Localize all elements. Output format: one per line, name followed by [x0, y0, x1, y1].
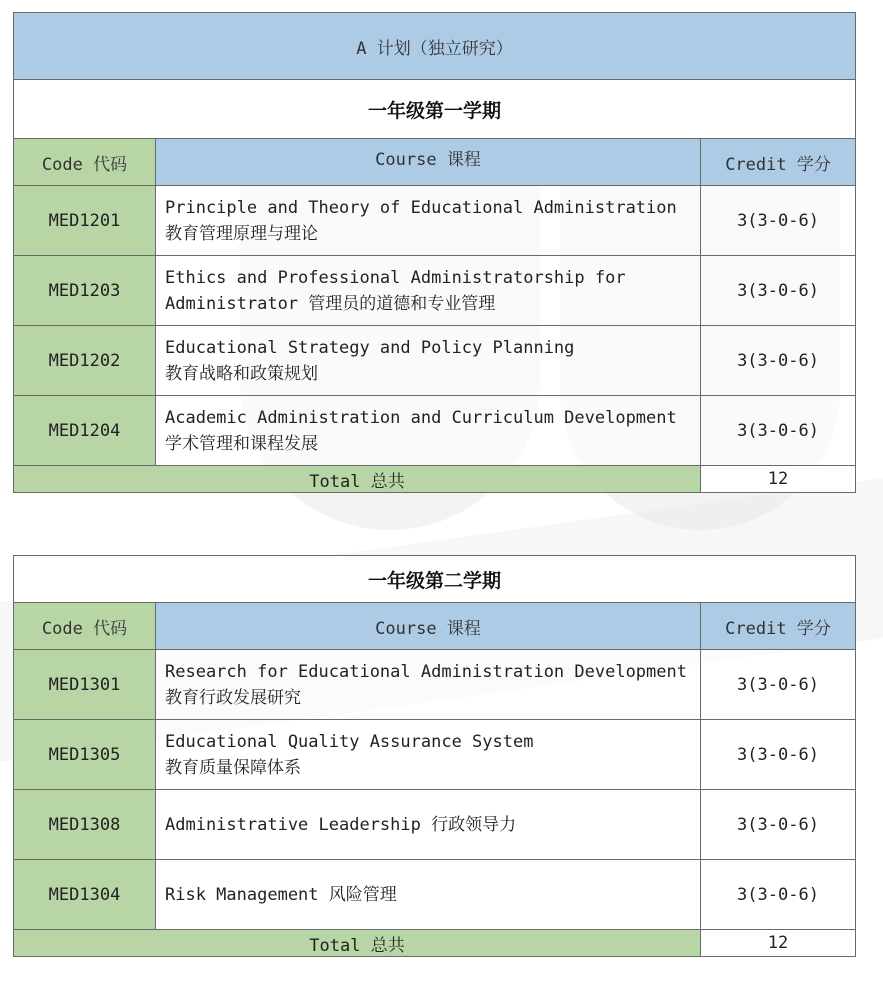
- course-code: MED1308: [14, 790, 156, 860]
- course-name-en: Research for Educational Administration Development: [165, 661, 687, 682]
- course-name: [156, 650, 701, 720]
- table-row: [14, 720, 856, 790]
- course-code: MED1203: [14, 256, 156, 326]
- table-row: [14, 860, 856, 930]
- course-name-en: Ethics and Professional Administratorship for: [165, 267, 626, 288]
- course-name: [156, 186, 701, 256]
- table-row: [14, 186, 856, 256]
- semester-title: 一年级第二学期: [14, 556, 856, 603]
- course-code: MED1204: [14, 396, 156, 466]
- header-course: Course 课程: [156, 139, 701, 186]
- course-credit: 3(3-0-6): [701, 396, 856, 466]
- course-name: [156, 720, 701, 790]
- course-name: [156, 326, 701, 396]
- course-credit: 3(3-0-6): [701, 650, 856, 720]
- course-name-en: Principle and Theory of Educational Administration: [165, 197, 677, 218]
- semester-2-table: [13, 555, 856, 957]
- header-code: Code 代码: [14, 139, 156, 186]
- total-value: 12: [701, 466, 856, 493]
- semester-1-table: [13, 12, 856, 493]
- course-name-en: Administrative Leadership 行政领导力: [165, 814, 517, 835]
- course-code: MED1304: [14, 860, 156, 930]
- course-name: [156, 860, 701, 930]
- total-row: [14, 466, 856, 493]
- table-row: [14, 650, 856, 720]
- plan-title: A 计划（独立研究）: [14, 13, 856, 80]
- header-course: Course 课程: [156, 603, 701, 650]
- course-name: [156, 790, 701, 860]
- table-row: [14, 396, 856, 466]
- course-credit: 3(3-0-6): [701, 720, 856, 790]
- table-row: [14, 326, 856, 396]
- total-label: Total 总共: [14, 466, 701, 493]
- table-row: [14, 790, 856, 860]
- course-name: [156, 256, 701, 326]
- semester-title: 一年级第一学期: [14, 80, 856, 139]
- header-credit: Credit 学分: [701, 139, 856, 186]
- table-row: [14, 256, 856, 326]
- course-name-en: Risk Management 风险管理: [165, 884, 397, 905]
- course-name-en: Academic Administration and Curriculum Development: [165, 407, 677, 428]
- course-name-zh: 学术管理和课程发展: [165, 433, 318, 454]
- course-name-zh: 教育质量保障体系: [165, 757, 301, 778]
- course-name-zh: 教育战略和政策规划: [165, 363, 318, 384]
- course-name-en: Educational Quality Assurance System: [165, 731, 534, 752]
- course-code: MED1202: [14, 326, 156, 396]
- course-name-zh: 教育管理原理与理论: [165, 223, 318, 244]
- course-code: MED1301: [14, 650, 156, 720]
- course-credit: 3(3-0-6): [701, 186, 856, 256]
- course-credit: 3(3-0-6): [701, 860, 856, 930]
- total-label: Total 总共: [14, 930, 701, 957]
- header-credit: Credit 学分: [701, 603, 856, 650]
- course-credit: 3(3-0-6): [701, 790, 856, 860]
- course-name: [156, 396, 701, 466]
- header-code: Code 代码: [14, 603, 156, 650]
- course-name-en: Educational Strategy and Policy Planning: [165, 337, 575, 358]
- course-credit: 3(3-0-6): [701, 256, 856, 326]
- total-row: [14, 930, 856, 957]
- course-credit: 3(3-0-6): [701, 326, 856, 396]
- course-name-zh: Administrator 管理员的道德和专业管理: [165, 293, 496, 314]
- course-code: MED1201: [14, 186, 156, 256]
- course-name-zh: 教育行政发展研究: [165, 687, 301, 708]
- total-value: 12: [701, 930, 856, 957]
- course-code: MED1305: [14, 720, 156, 790]
